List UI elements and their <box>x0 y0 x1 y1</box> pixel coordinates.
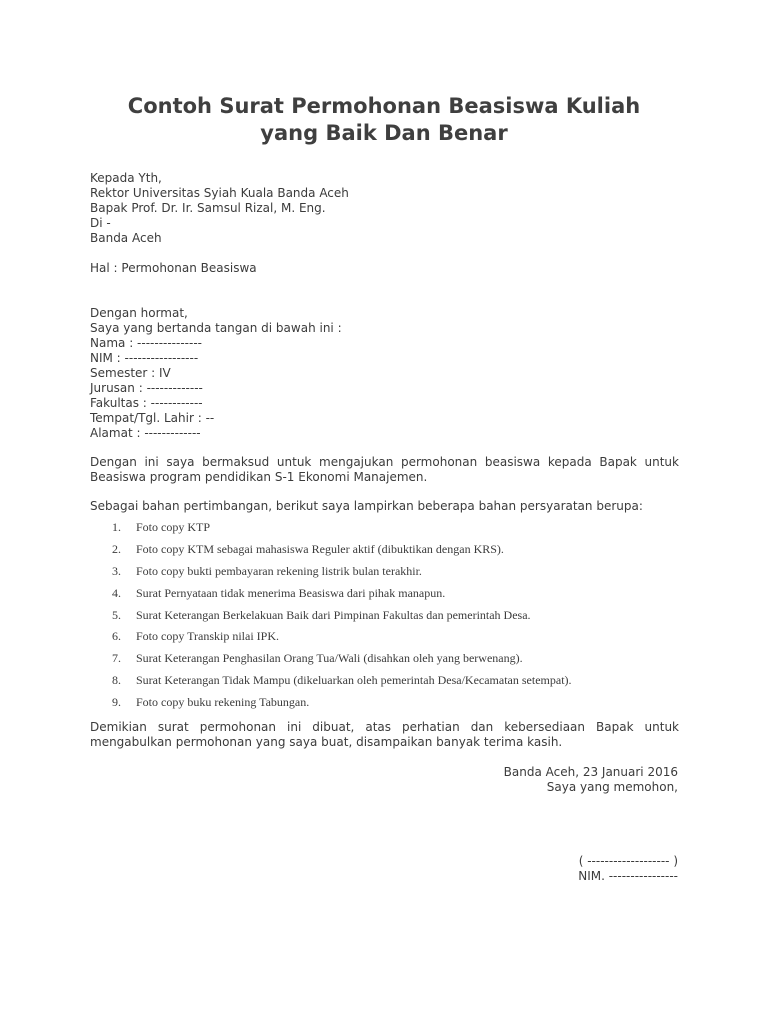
list-item <box>90 520 679 542</box>
recipient-line: Rektor Universitas Syiah Kuala Banda Aceh <box>90 186 349 200</box>
list-item <box>90 586 679 608</box>
field-jurusan: Jurusan : ------------- <box>90 381 203 395</box>
signature-nim-line: NIM. ---------------- <box>578 869 678 883</box>
title-line-1: Contoh Surat Permohonan Beasiswa Kuliah <box>127 94 641 118</box>
list-text: Surat Keterangan Penghasilan Orang Tua/Wali (disahkan oleh yang berwenang). <box>136 651 523 666</box>
field-semester: Semester : IV <box>90 366 171 380</box>
list-text: Surat Keterangan Tidak Mampu (dikeluarkan oleh pemerintah Desa/Kecamatan setempat). <box>136 673 572 688</box>
intent-paragraph: Dengan ini saya bermaksud untuk mengajukan permohonan beasiswa kepada Bapak untuk Beasiswa program pendidikan S-1 Ekonomi Manajemen. <box>90 455 679 484</box>
field-nim: NIM : ----------------- <box>90 351 199 365</box>
subject-text: Hal : Permohonan Beasiswa <box>90 261 257 275</box>
requirements-list <box>90 520 679 717</box>
list-text: Foto copy buku rekening Tabungan. <box>136 695 310 710</box>
recipient-line: Banda Aceh <box>90 231 162 245</box>
requirements-intro-text: Sebagai bahan pertimbangan, berikut saya lampirkan beberapa bahan persyaratan berupa: <box>90 499 643 513</box>
list-number: 5. <box>112 607 121 622</box>
signature-name-line: ( ------------------- ) <box>578 854 678 868</box>
list-text: Foto copy KTM sebagai mahasiswa Reguler aktif (dibuktikan dengan KRS). <box>136 541 504 556</box>
list-text: Foto copy KTP <box>136 520 211 534</box>
list-number: 9. <box>112 695 121 710</box>
salutation: Dengan hormat, <box>90 306 188 320</box>
list-item <box>90 629 679 651</box>
list-item <box>90 564 679 586</box>
list-text: Surat Keterangan Berkelakuan Baik dari Pimpinan Fakultas dan pemerintah Desa. <box>136 607 531 622</box>
field-address: Alamat : ------------- <box>90 426 201 440</box>
list-number: 1. <box>112 520 121 534</box>
list-number: 3. <box>112 563 121 578</box>
list-text: Foto copy bukti pembayaran rekening listrik bulan terakhir. <box>136 563 422 578</box>
recipient-line: Di - <box>90 216 111 230</box>
list-item <box>90 608 679 630</box>
list-text: Surat Pernyataan tidak menerima Beasiswa dari pihak manapun. <box>136 585 446 600</box>
recipient-line: Bapak Prof. Dr. Ir. Samsul Rizal, M. Eng. <box>90 201 326 215</box>
list-number: 2. <box>112 541 121 556</box>
recipient-block <box>90 171 679 246</box>
list-number: 6. <box>112 629 121 644</box>
closing-paragraph: Demikian surat permohonan ini dibuat, atas perhatian dan kebersediaan Bapak untuk mengabulkan permohonan yang saya buat, disampaikan banyak terima kasih. <box>90 720 679 749</box>
list-item <box>90 695 679 717</box>
requirements-intro <box>90 499 679 514</box>
list-item <box>90 673 679 695</box>
title-line-2: yang Baik Dan Benar <box>260 121 508 145</box>
list-number: 8. <box>112 673 121 688</box>
list-number: 7. <box>112 651 121 666</box>
field-name: Nama : --------------- <box>90 336 202 350</box>
signature-place-date: Banda Aceh, 23 Januari 2016 <box>503 765 678 779</box>
field-fakultas: Fakultas : ------------ <box>90 396 203 410</box>
signature-applicant: Saya yang memohon, <box>546 780 678 794</box>
list-text: Foto copy Transkip nilai IPK. <box>136 629 280 644</box>
field-birth: Tempat/Tgl. Lahir : -- <box>90 411 215 425</box>
recipient-line: Kepada Yth, <box>90 171 162 185</box>
list-item <box>90 542 679 564</box>
document-title <box>0 93 768 147</box>
opening-block <box>90 306 679 441</box>
intro-line: Saya yang bertanda tangan di bawah ini : <box>90 321 342 335</box>
list-item <box>90 651 679 673</box>
subject-line <box>90 261 679 276</box>
list-number: 4. <box>112 585 121 600</box>
